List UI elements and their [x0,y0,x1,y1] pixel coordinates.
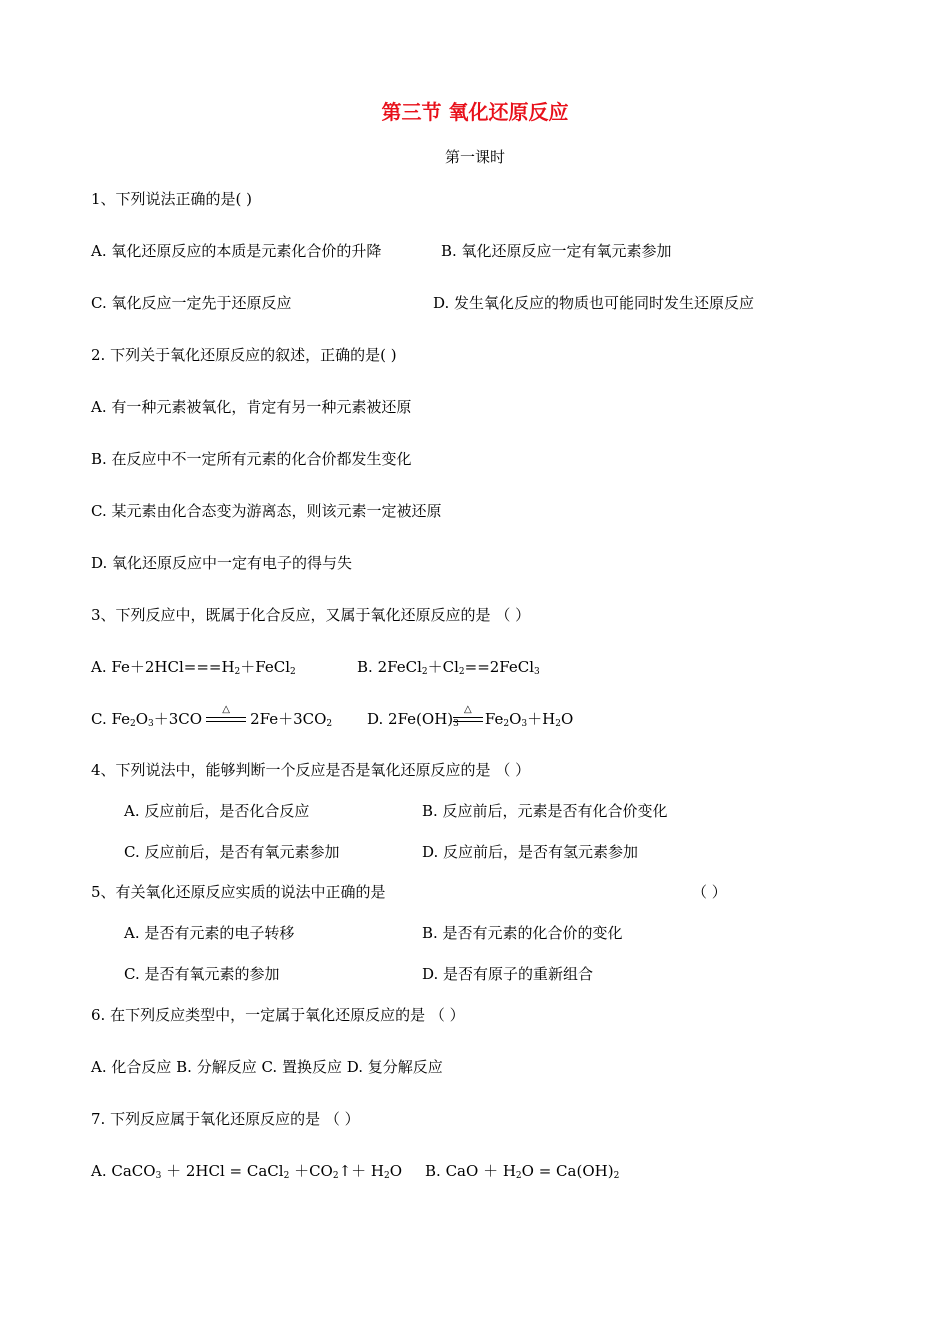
question-4-option-a: A. 反应前后，是否化合反应 [124,802,310,820]
question-2-option-b: B. 在反应中不一定所有元素的化合价都发生变化 [91,450,412,468]
question-5-option-b: B. 是否有元素的化合价的变化 [422,924,623,942]
question-7-stem: 7. 下列反应属于氧化还原反应的是 （ ） [91,1110,360,1128]
question-6-options: A. 化合反应 B. 分解反应 C. 置换反应 D. 复分解反应 [91,1058,443,1076]
question-5-stem: 5、有关氧化还原反应实质的说法中正确的是 [91,883,386,901]
question-1-option-a: A. 氧化还原反应的本质是元素化合价的升降 [91,242,382,260]
question-4-option-b: B. 反应前后，元素是否有化合价变化 [422,802,668,820]
question-4-stem: 4、下列说法中，能够判断一个反应是否是氧化还原反应的是 （ ） [91,761,531,779]
question-1-option-b: B. 氧化还原反应一定有氧元素参加 [441,242,672,260]
question-2-option-a: A. 有一种元素被氧化，肯定有另一种元素被还原 [91,398,412,416]
question-2-stem: 2. 下列关于氧化还原反应的叙述，正确的是( ) [91,346,397,364]
question-7-option-a: A. CaCO$_3$ ＋ 2HCl = CaCl$_2$ $+CO_2↑+ H_2O$ [91,1162,403,1181]
question-6-stem: 6. 在下列反应类型中，一定属于氧化还原反应的是 （ ） [91,1006,465,1024]
page-subtitle: 第一课时 [444,148,505,166]
question-5-option-a: A. 是否有元素的电子转移 [124,924,295,942]
question-1-option-c: C. 氧化反应一定先于还原反应 [91,294,292,312]
question-4-option-c: C. 反应前后，是否有氧元素参加 [124,843,340,861]
question-5-answer-paren: （ ） [692,883,727,901]
question-1-option-d: D. 发生氧化反应的物质也可能同时发生还原反应 [433,294,755,312]
page-title: 第三节 氧化还原反应 [381,100,569,124]
question-3-option-d: D. $2Fe(OH)_3$ △ $Fe_2O_3+H_2O$ [367,704,574,729]
heating-equals-sign: △ [206,708,246,726]
question-3-option-a: A. $Fe+2HCl===H_2+FeCl_2$ [91,658,296,677]
question-3-option-b: B. $2FeCl_2+Cl_2==2FeCl_3$ [357,658,540,677]
question-3-stem: 3、下列反应中，既属于化合反应，又属于氧化还原反应的是 （ ） [91,606,531,624]
question-7-option-b: B. CaO ＋ $H_2O = Ca(OH)_2$ [425,1162,620,1181]
question-1-stem: 1、下列说法正确的是( ) [91,190,253,208]
question-3-option-c: C. $Fe_2O_3+3CO$ △ $2Fe+3CO_2$ [91,704,333,729]
question-2-option-d: D. 氧化还原反应中一定有电子的得与失 [91,554,353,572]
question-5-option-d: D. 是否有原子的重新组合 [422,965,594,983]
heating-equals-sign: △ [453,708,483,726]
question-2-option-c: C. 某元素由化合态变为游离态，则该元素一定被还原 [91,502,442,520]
question-4-option-d: D. 反应前后，是否有氢元素参加 [422,843,639,861]
question-5-option-c: C. 是否有氧元素的参加 [124,965,280,983]
